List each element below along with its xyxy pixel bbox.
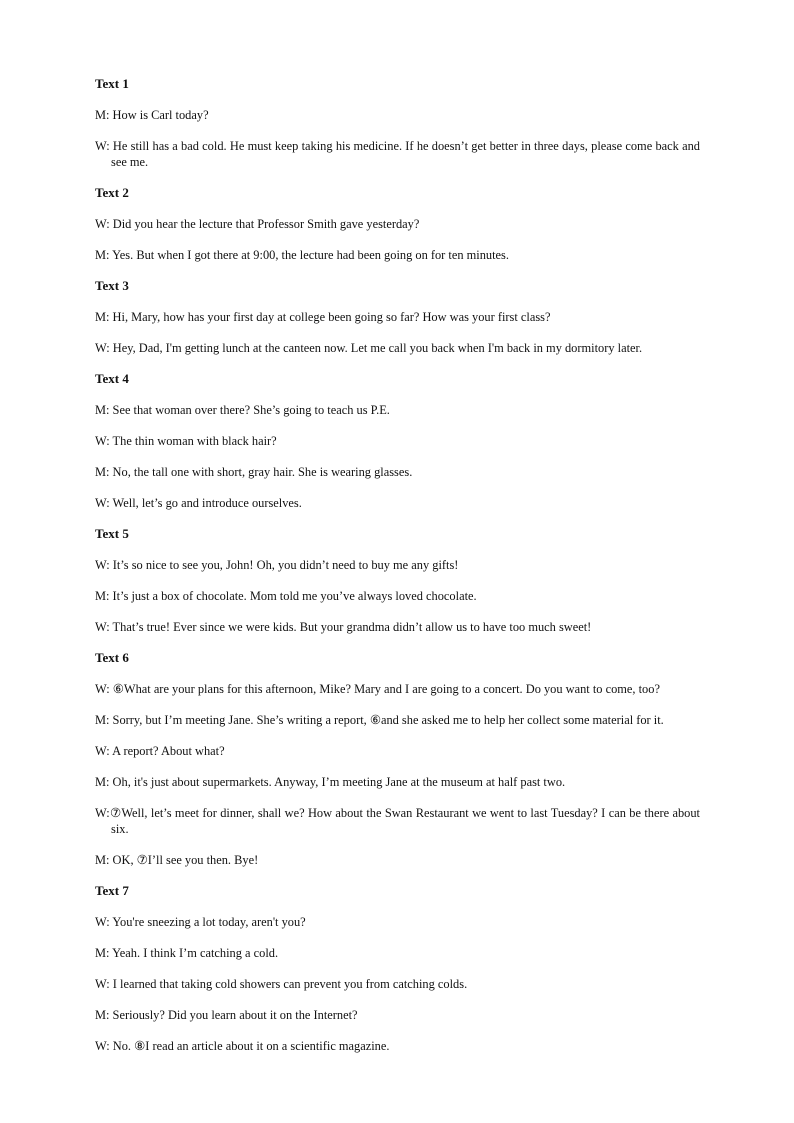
dialogue-line: M: Seriously? Did you learn about it on the Internet? xyxy=(95,1008,358,1022)
dialogue-line: W: I learned that taking cold showers can prevent you from catching colds. xyxy=(95,977,468,991)
dialogue-line: W: You're sneezing a lot today, aren't you? xyxy=(95,915,306,929)
dialogue-line: W:⑦Well, let’s meet for dinner, shall we? How about the Swan Restaurant we went to last Tuesday? I can be there about six. xyxy=(95,806,700,836)
dialogue-line: W: The thin woman with black hair? xyxy=(95,434,277,448)
dialogue-line: M: Yeah. I think I’m catching a cold. xyxy=(95,946,279,960)
text-section xyxy=(95,650,700,883)
text-section xyxy=(95,371,700,526)
text-section xyxy=(95,883,700,1069)
dialogue-line: W: Did you hear the lecture that Professor Smith gave yesterday? xyxy=(95,217,420,231)
section-title: Text 5 xyxy=(95,526,129,541)
text-section xyxy=(95,278,700,371)
section-title: Text 2 xyxy=(95,185,129,200)
section-title: Text 3 xyxy=(95,278,129,293)
dialogue-line: W: Hey, Dad, I'm getting lunch at the canteen now. Let me call you back when I'm back in my dormitory later. xyxy=(95,341,643,355)
text-section xyxy=(95,185,700,278)
dialogue-line: M: Hi, Mary, how has your first day at college been going so far? How was your first class? xyxy=(95,310,551,324)
dialogue-line: W: Well, let’s go and introduce ourselves. xyxy=(95,496,302,510)
dialogue-line: M: Sorry, but I’m meeting Jane. She’s writing a report, ⑥and she asked me to help her collect some material for it. xyxy=(95,713,664,727)
dialogue-line: W: No. ⑧I read an article about it on a scientific magazine. xyxy=(95,1039,390,1053)
section-title: Text 4 xyxy=(95,371,129,386)
text-section xyxy=(95,526,700,650)
dialogue-line: W: That’s true! Ever since we were kids. But your grandma didn’t allow us to have too much sweet! xyxy=(95,620,592,634)
dialogue-line: W: It’s so nice to see you, John! Oh, you didn’t need to buy me any gifts! xyxy=(95,558,459,572)
section-title: Text 7 xyxy=(95,883,129,898)
dialogue-line: M: See that woman over there? She’s going to teach us P.E. xyxy=(95,403,390,417)
dialogue-line: M: How is Carl today? xyxy=(95,108,209,122)
text-section xyxy=(95,76,700,185)
dialogue-line: W: He still has a bad cold. He must keep taking his medicine. If he doesn’t get better in three days, please come back and see me. xyxy=(95,139,700,169)
dialogue-line: W: A report? About what? xyxy=(95,744,225,758)
dialogue-line: M: Oh, it's just about supermarkets. Anyway, I’m meeting Jane at the museum at half past two. xyxy=(95,775,566,789)
dialogue-line: M: No, the tall one with short, gray hair. She is wearing glasses. xyxy=(95,465,413,479)
dialogue-line: W: ⑥What are your plans for this afternoon, Mike? Mary and I are going to a concert. Do you want to come, too? xyxy=(95,682,660,696)
dialogue-line: M: Yes. But when I got there at 9:00, the lecture had been going on for ten minutes. xyxy=(95,248,509,262)
section-title: Text 1 xyxy=(95,76,129,91)
dialogue-line: M: It’s just a box of chocolate. Mom told me you’ve always loved chocolate. xyxy=(95,589,477,603)
dialogue-line: M: OK, ⑦I’ll see you then. Bye! xyxy=(95,853,259,867)
section-title: Text 6 xyxy=(95,650,129,665)
transcript-document xyxy=(95,76,700,1069)
